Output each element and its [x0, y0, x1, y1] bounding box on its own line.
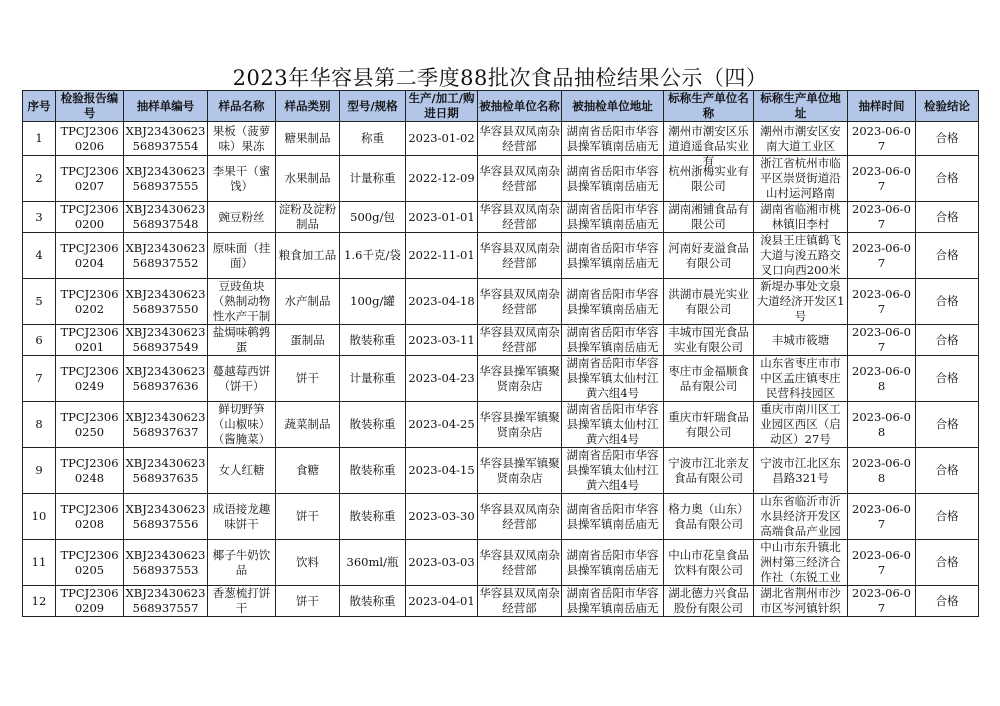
report-number: TPCJ23060201 [56, 325, 124, 356]
sample-category: 水产制品 [276, 279, 340, 325]
header-row [23, 91, 979, 122]
sampling-date: 2023-06-07 [848, 233, 916, 279]
sample-category: 糖果制品 [276, 122, 340, 156]
row-number: 1 [23, 122, 56, 156]
manufacturer-address: 重庆市南川区工业园区西区（启动区）27号 [754, 402, 848, 448]
row-number: 6 [23, 325, 56, 356]
column-header: 样品名称 [208, 91, 276, 122]
manufacturer-name: 重庆市轩瑞食品有限公司 [664, 402, 754, 448]
inspection-results-table [22, 90, 979, 617]
row-number: 2 [23, 156, 56, 202]
production-date: 2023-04-01 [406, 586, 478, 617]
manufacturer-address: 浚县王庄镇鹤飞大道与浚五路交叉口向西200米 [754, 233, 848, 279]
table-body [23, 122, 979, 617]
inspection-result: 合格 [916, 586, 979, 617]
sample-category: 饮料 [276, 540, 340, 586]
table-row [23, 279, 979, 325]
sample-number: XBJ23430623568937637 [124, 402, 208, 448]
sample-number: XBJ23430623568937557 [124, 586, 208, 617]
sampling-date: 2023-06-07 [848, 156, 916, 202]
row-number: 3 [23, 202, 56, 233]
sample-category: 淀粉及淀粉制品 [276, 202, 340, 233]
inspected-unit-address: 湖南省岳阳市华容县操军镇南岳庙无 [562, 122, 664, 156]
column-header: 型号/规格 [340, 91, 406, 122]
row-number: 9 [23, 448, 56, 494]
inspected-unit-address: 湖南省岳阳市华容县操军镇太仙村江黄六组4号 [562, 448, 664, 494]
inspection-result: 合格 [916, 494, 979, 540]
sample-name: 蔓越莓西饼（饼干） [208, 356, 276, 402]
manufacturer-name: 洪湖市晨光实业有限公司 [664, 279, 754, 325]
inspected-unit-name: 华容县双凤南杂经营部 [478, 540, 562, 586]
inspected-unit-name: 华容县双凤南杂经营部 [478, 494, 562, 540]
inspection-result: 合格 [916, 356, 979, 402]
production-date: 2023-04-25 [406, 402, 478, 448]
spec: 散装称重 [340, 325, 406, 356]
sample-number: XBJ23430623568937556 [124, 494, 208, 540]
sample-number: XBJ23430623568937552 [124, 233, 208, 279]
sample-name: 豌豆粉丝 [208, 202, 276, 233]
inspection-result: 合格 [916, 122, 979, 156]
sample-number: XBJ23430623568937550 [124, 279, 208, 325]
inspected-unit-name: 华容县双凤南杂经营部 [479, 325, 560, 354]
sample-name: 椰子牛奶饮品 [208, 540, 276, 586]
report-number: TPCJ23060206 [56, 122, 124, 156]
inspected-unit-name: 华容县操军镇聚贤南杂店 [478, 402, 562, 448]
report-number: TPCJ23060250 [56, 402, 124, 448]
sample-category: 饼干 [276, 586, 340, 617]
sampling-date: 2023-06-07 [848, 540, 916, 586]
sampling-date: 2023-06-08 [848, 356, 916, 402]
inspected-unit-name: 华容县操军镇聚贤南杂店 [478, 356, 562, 402]
table-row [23, 494, 979, 540]
spec: 计量称重 [340, 156, 406, 202]
spec: 500g/包 [340, 202, 406, 233]
sample-number: XBJ23430623568937636 [124, 356, 208, 402]
inspected-unit-address: 湖南省岳阳市华容县操军镇南岳庙无 [562, 325, 664, 356]
manufacturer-address: 山东省临沂市沂水县经济开发区高端食品产业园 [754, 494, 848, 540]
manufacturer-name: 中山市花皇食品饮料有限公司 [664, 540, 754, 586]
inspection-result: 合格 [916, 540, 979, 586]
production-date: 2023-04-18 [406, 279, 478, 325]
spec: 散装称重 [340, 494, 406, 540]
sample-number: XBJ23430623568937555 [124, 156, 208, 202]
table-row [23, 540, 979, 586]
column-header: 样品类别 [276, 91, 340, 122]
report-number: TPCJ23060202 [56, 279, 124, 325]
production-date: 2023-04-15 [406, 448, 478, 494]
inspected-unit-name: 华容县双凤南杂经营部 [479, 202, 560, 231]
inspection-result: 合格 [916, 325, 979, 356]
manufacturer-address: 山东省枣庄市市中区孟庄镇枣庄民营科技园区 [754, 356, 848, 402]
manufacturer-address: 潮州市潮安区安南大道工业区 [754, 122, 848, 156]
sample-name: 盐焗味鹌鹑蛋 [208, 325, 276, 356]
sampling-date: 2023-06-07 [848, 202, 916, 233]
row-number: 11 [23, 540, 56, 586]
table-row [23, 448, 979, 494]
spec: 散装称重 [340, 402, 406, 448]
spec: 散装称重 [340, 586, 406, 617]
sampling-date: 2023-06-07 [848, 494, 916, 540]
column-header: 检验结论 [916, 91, 979, 122]
inspected-unit-name: 华容县双凤南杂经营部 [478, 156, 562, 202]
manufacturer-name: 潮州市潮安区乐道逍遥食品实业有 [664, 122, 754, 156]
manufacturer-name: 杭州浙梅实业有限公司 [664, 156, 754, 202]
report-number: TPCJ23060208 [56, 494, 124, 540]
inspection-result: 合格 [916, 202, 979, 233]
report-number: TPCJ23060207 [56, 156, 124, 202]
inspection-result: 合格 [916, 448, 979, 494]
inspected-unit-name: 华容县双凤南杂经营部 [478, 233, 562, 279]
spec: 100g/罐 [340, 279, 406, 325]
production-date: 2023-04-23 [406, 356, 478, 402]
row-number: 8 [23, 402, 56, 448]
sample-name: 鲜切野笋（山椒味）（酱腌菜） [208, 402, 276, 448]
spec: 计量称重 [340, 356, 406, 402]
manufacturer-address: 宁波市江北区东昌路321号 [754, 448, 848, 494]
production-date: 2023-03-30 [406, 494, 478, 540]
manufacturer-name: 宁波市江北亲友食品有限公司 [664, 448, 754, 494]
inspected-unit-address: 湖南省岳阳市华容县操军镇南岳庙无 [562, 156, 664, 202]
sample-name: 豆豉鱼块（熟制动物性水产干制 [208, 279, 276, 325]
manufacturer-address: 中山市东升镇北洲村第三经济合作社（东锐工业 [754, 540, 848, 586]
column-header: 序号 [23, 91, 56, 122]
production-date: 2022-12-09 [406, 156, 478, 202]
inspected-unit-address: 湖南省岳阳市华容县操军镇南岳庙无 [562, 494, 664, 540]
table-row [23, 202, 979, 233]
manufacturer-name: 湖北德力兴食品股份有限公司 [664, 586, 754, 617]
row-number: 12 [23, 586, 56, 617]
sample-number: XBJ23430623568937635 [124, 448, 208, 494]
page-title: 2023年华容县第二季度88批次食品抽检结果公示（四） [232, 66, 768, 90]
row-number: 4 [23, 233, 56, 279]
table-header [23, 91, 979, 122]
sample-name: 李果干（蜜饯） [208, 156, 276, 202]
manufacturer-name: 河南好麦溢食品有限公司 [664, 233, 754, 279]
column-header: 被抽检单位名称 [478, 91, 562, 122]
sample-number: XBJ23430623568937548 [124, 202, 208, 233]
report-number: TPCJ23060249 [56, 356, 124, 402]
column-header: 标称生产单位名称 [664, 91, 754, 122]
sample-category: 蔬菜制品 [276, 402, 340, 448]
sample-name: 女人红糖 [208, 448, 276, 494]
production-date: 2023-03-11 [406, 325, 478, 356]
table-row [23, 122, 979, 156]
table-row [23, 402, 979, 448]
manufacturer-address: 湖北省荆州市沙市区岑河镇针织 [754, 586, 848, 617]
table-row [23, 325, 979, 356]
table-row [23, 233, 979, 279]
sample-name: 香葱梳打饼干 [208, 586, 276, 617]
inspection-result: 合格 [916, 279, 979, 325]
column-header: 标称生产单位地址 [754, 91, 848, 122]
table-row [23, 156, 979, 202]
production-date: 2023-01-01 [406, 202, 478, 233]
sample-name: 原味面（挂面） [208, 233, 276, 279]
production-date: 2023-03-03 [406, 540, 478, 586]
inspected-unit-address: 湖南省岳阳市华容县操军镇南岳庙无 [562, 202, 664, 233]
sample-category: 食糖 [276, 448, 340, 494]
sample-category: 蛋制品 [276, 325, 340, 356]
inspected-unit-name: 华容县操军镇聚贤南杂店 [478, 448, 562, 494]
table-row [23, 586, 979, 617]
sampling-date: 2023-06-07 [848, 122, 916, 156]
sample-name: 成语接龙趣味饼干 [208, 494, 276, 540]
report-number: TPCJ23060205 [56, 540, 124, 586]
production-date: 2023-01-02 [406, 122, 478, 156]
production-date: 2022-11-01 [406, 233, 478, 279]
column-header: 检验报告编号 [56, 91, 124, 122]
column-header: 被抽检单位地址 [562, 91, 664, 122]
inspected-unit-name: 华容县双凤南杂经营部 [478, 122, 562, 156]
report-number: TPCJ23060209 [56, 586, 124, 617]
manufacturer-address: 丰城市筱塘 [754, 325, 848, 356]
inspected-unit-address: 湖南省岳阳市华容县操军镇南岳庙无 [562, 540, 664, 586]
spec: 1.6千克/袋 [340, 233, 406, 279]
inspected-unit-address: 湖南省岳阳市华容县操军镇南岳庙无 [562, 233, 664, 279]
inspected-unit-name: 华容县双凤南杂经营部 [478, 279, 562, 325]
sample-category: 粮食加工品 [276, 233, 340, 279]
sample-category: 水果制品 [276, 156, 340, 202]
spec: 360ml/瓶 [340, 540, 406, 586]
sample-category: 饼干 [276, 494, 340, 540]
manufacturer-name: 格力奥（山东）食品有限公司 [664, 494, 754, 540]
manufacturer-address: 湖南省临湘市桃林镇旧李村 [754, 202, 848, 233]
report-number: TPCJ23060204 [56, 233, 124, 279]
report-number: TPCJ23060200 [56, 202, 124, 233]
sampling-date: 2023-06-08 [848, 448, 916, 494]
sampling-date: 2023-06-07 [848, 279, 916, 325]
sample-category: 饼干 [276, 356, 340, 402]
spec: 散装称重 [340, 448, 406, 494]
sample-number: XBJ23430623568937554 [124, 122, 208, 156]
sampling-date: 2023-06-07 [848, 325, 916, 356]
manufacturer-name: 枣庄市金福顺食品有限公司 [664, 356, 754, 402]
manufacturer-name: 丰城市国光食品实业有限公司 [664, 325, 754, 356]
manufacturer-address: 新堤办事处文泉大道经济开发区1号 [754, 279, 848, 325]
column-header: 抽样单编号 [124, 91, 208, 122]
manufacturer-address: 浙江省杭州市临平区崇贤街道沿山村运河路南 [754, 156, 848, 202]
manufacturer-name: 湖南湘铺食品有限公司 [664, 202, 754, 233]
sampling-date: 2023-06-07 [848, 586, 916, 617]
sample-number: XBJ23430623568937549 [124, 325, 208, 356]
spec: 称重 [340, 122, 406, 156]
report-number: TPCJ23060248 [56, 448, 124, 494]
column-header: 生产/加工/购进日期 [406, 91, 478, 122]
inspected-unit-address: 湖南省岳阳市华容县操军镇太仙村江黄六组4号 [562, 356, 664, 402]
column-header: 抽样时间 [848, 91, 916, 122]
inspection-result: 合格 [916, 156, 979, 202]
inspection-result: 合格 [916, 402, 979, 448]
table-row [23, 356, 979, 402]
inspected-unit-address: 湖南省岳阳市华容县操军镇南岳庙无 [562, 279, 664, 325]
inspected-unit-address: 湖南省岳阳市华容县操军镇南岳庙无 [562, 586, 664, 617]
inspected-unit-name: 华容县双凤南杂经营部 [479, 586, 560, 615]
inspected-unit-address: 湖南省岳阳市华容县操军镇太仙村江黄六组4号 [562, 402, 664, 448]
sampling-date: 2023-06-08 [848, 402, 916, 448]
sample-number: XBJ23430623568937553 [124, 540, 208, 586]
row-number: 10 [23, 494, 56, 540]
row-number: 7 [23, 356, 56, 402]
inspection-result: 合格 [916, 233, 979, 279]
sample-name: 果板（菠萝味）果冻 [208, 122, 276, 156]
row-number: 5 [23, 279, 56, 325]
